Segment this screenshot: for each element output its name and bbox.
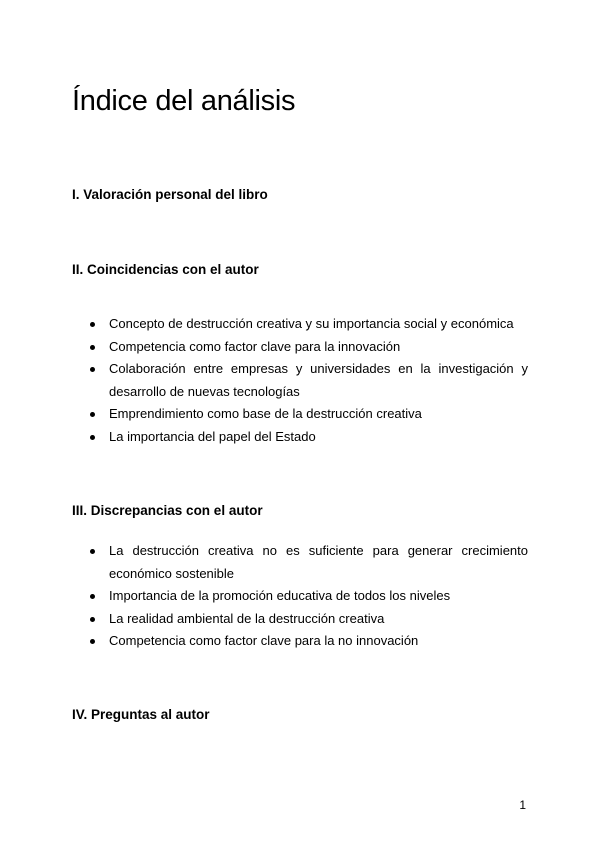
coincidencias-list <box>72 313 528 449</box>
section-heading-preguntas: IV. Preguntas al autor <box>72 707 210 722</box>
list-item <box>72 426 528 449</box>
list-item-text: La importancia del papel del Estado <box>109 428 316 444</box>
bullet-icon <box>90 345 95 350</box>
list-item <box>72 540 528 585</box>
list-item <box>72 403 528 426</box>
list-item-text: Competencia como factor clave para la innovación <box>109 338 401 354</box>
bullet-icon <box>90 639 95 644</box>
section-heading-discrepancias: III. Discrepancias con el autor <box>72 503 263 518</box>
bullet-icon <box>90 617 95 622</box>
list-item-text: Competencia como factor clave para la no innovación <box>109 633 419 649</box>
list-item <box>72 313 528 336</box>
list-item <box>72 336 528 359</box>
list-item <box>72 608 528 631</box>
bullet-icon <box>90 322 95 327</box>
section-heading-valoracion: I. Valoración personal del libro <box>72 187 268 202</box>
list-item-text: Colaboración entre empresas y universidades en la investigación y desarrollo de nuevas tecnologías <box>109 361 528 399</box>
bullet-icon <box>90 367 95 372</box>
bullet-icon <box>90 412 95 417</box>
list-item-text: Importancia de la promoción educativa de todos los niveles <box>109 588 451 604</box>
section-heading-coincidencias: II. Coincidencias con el autor <box>72 262 259 277</box>
discrepancias-list <box>72 540 528 653</box>
bullet-icon <box>90 549 95 554</box>
bullet-icon <box>90 594 95 599</box>
list-item-text: Concepto de destrucción creativa y su importancia social y económica <box>109 316 514 331</box>
bullet-icon <box>90 435 95 440</box>
list-item-text: La destrucción creativa no es suficiente para generar crecimiento económico sostenible <box>109 543 528 581</box>
list-item <box>72 358 528 403</box>
list-item <box>72 630 528 653</box>
list-item-text: Emprendimiento como base de la destrucción creativa <box>109 406 422 422</box>
list-item-text: La realidad ambiental de la destrucción creativa <box>109 610 385 626</box>
document-title: Índice del análisis <box>72 85 296 117</box>
list-item <box>72 585 528 608</box>
page-number: 1 <box>519 798 526 812</box>
